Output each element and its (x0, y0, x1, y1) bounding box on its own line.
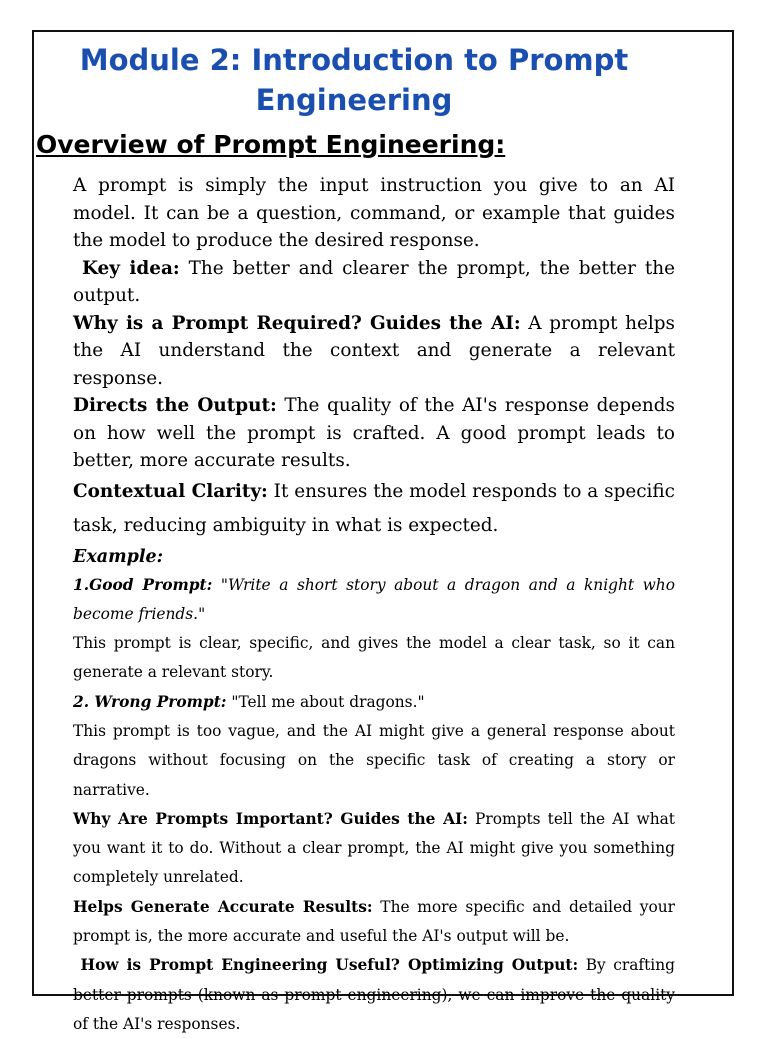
why-required-label: Why is a Prompt Required? Guides the AI: (73, 313, 521, 334)
document-body (73, 172, 675, 1039)
accurate-results-paragraph (73, 893, 675, 952)
directs-output-paragraph (73, 392, 675, 475)
wrong-prompt-text: "Tell me about dragons." (227, 693, 425, 711)
wrong-prompt-paragraph (73, 688, 675, 717)
key-idea-paragraph (73, 255, 675, 310)
good-prompt-label: 1.Good Prompt: (73, 576, 212, 594)
intro-paragraph: A prompt is simply the input instruction you give to an AI model. It can be a question, command, or example that guides the model to produce the desired response. (73, 172, 675, 255)
wrong-prompt-label: 2. Wrong Prompt: (73, 693, 227, 711)
accurate-results-label: Helps Generate Accurate Results: (73, 898, 373, 916)
how-useful-text: By crafting better prompts (known as prompt engineering), we can improve the quality of the AI's responses. (73, 956, 675, 1033)
why-important-text: Prompts tell the AI what you want it to do. Without a clear prompt, the AI might give you something completely unrelated. (73, 810, 675, 887)
key-idea-label: Key idea: (82, 258, 180, 279)
module-title (36, 40, 672, 120)
overview-section (73, 172, 675, 543)
good-prompt-text: "Write a short story about a dragon and a knight who become friends." (73, 576, 675, 623)
why-required-paragraph (73, 310, 675, 393)
how-useful-paragraph (73, 951, 675, 1039)
contextual-clarity-label: Contextual Clarity: (73, 481, 268, 502)
example-label: Example: (73, 543, 675, 571)
wrong-prompt-explanation: This prompt is too vague, and the AI might give a general response about dragons without focusing on the specific task of creating a story or narrative. (73, 717, 675, 805)
good-prompt-explanation: This prompt is clear, specific, and gives the model a clear task, so it can generate a relevant story. (73, 629, 675, 688)
contextual-clarity-paragraph (73, 475, 675, 543)
directs-output-label: Directs the Output: (73, 395, 277, 416)
section-heading: Overview of Prompt Engineering: (36, 128, 505, 162)
why-important-label: Why Are Prompts Important? Guides the AI: (73, 810, 468, 828)
module-title-line-2: Engineering (36, 80, 672, 120)
why-required-text: A prompt helps the AI understand the context and generate a relevant response. (73, 313, 675, 389)
why-important-paragraph (73, 805, 675, 893)
directs-output-text: The quality of the AI's response depends on how well the prompt is crafted. A good prompt leads to better, more accurate results. (73, 395, 675, 471)
key-idea-text: The better and clearer the prompt, the better the output. (73, 258, 675, 307)
module-title-line-1: Module 2: Introduction to Prompt (36, 40, 672, 80)
contextual-clarity-text: It ensures the model responds to a specific task, reducing ambiguity in what is expected. (73, 481, 675, 536)
examples-section (73, 571, 675, 1039)
accurate-results-text: The more specific and detailed your prompt is, the more accurate and useful the AI's output will be. (73, 898, 675, 945)
how-useful-label: How is Prompt Engineering Useful? Optimizing Output: (81, 956, 579, 974)
good-prompt-paragraph (73, 571, 675, 630)
